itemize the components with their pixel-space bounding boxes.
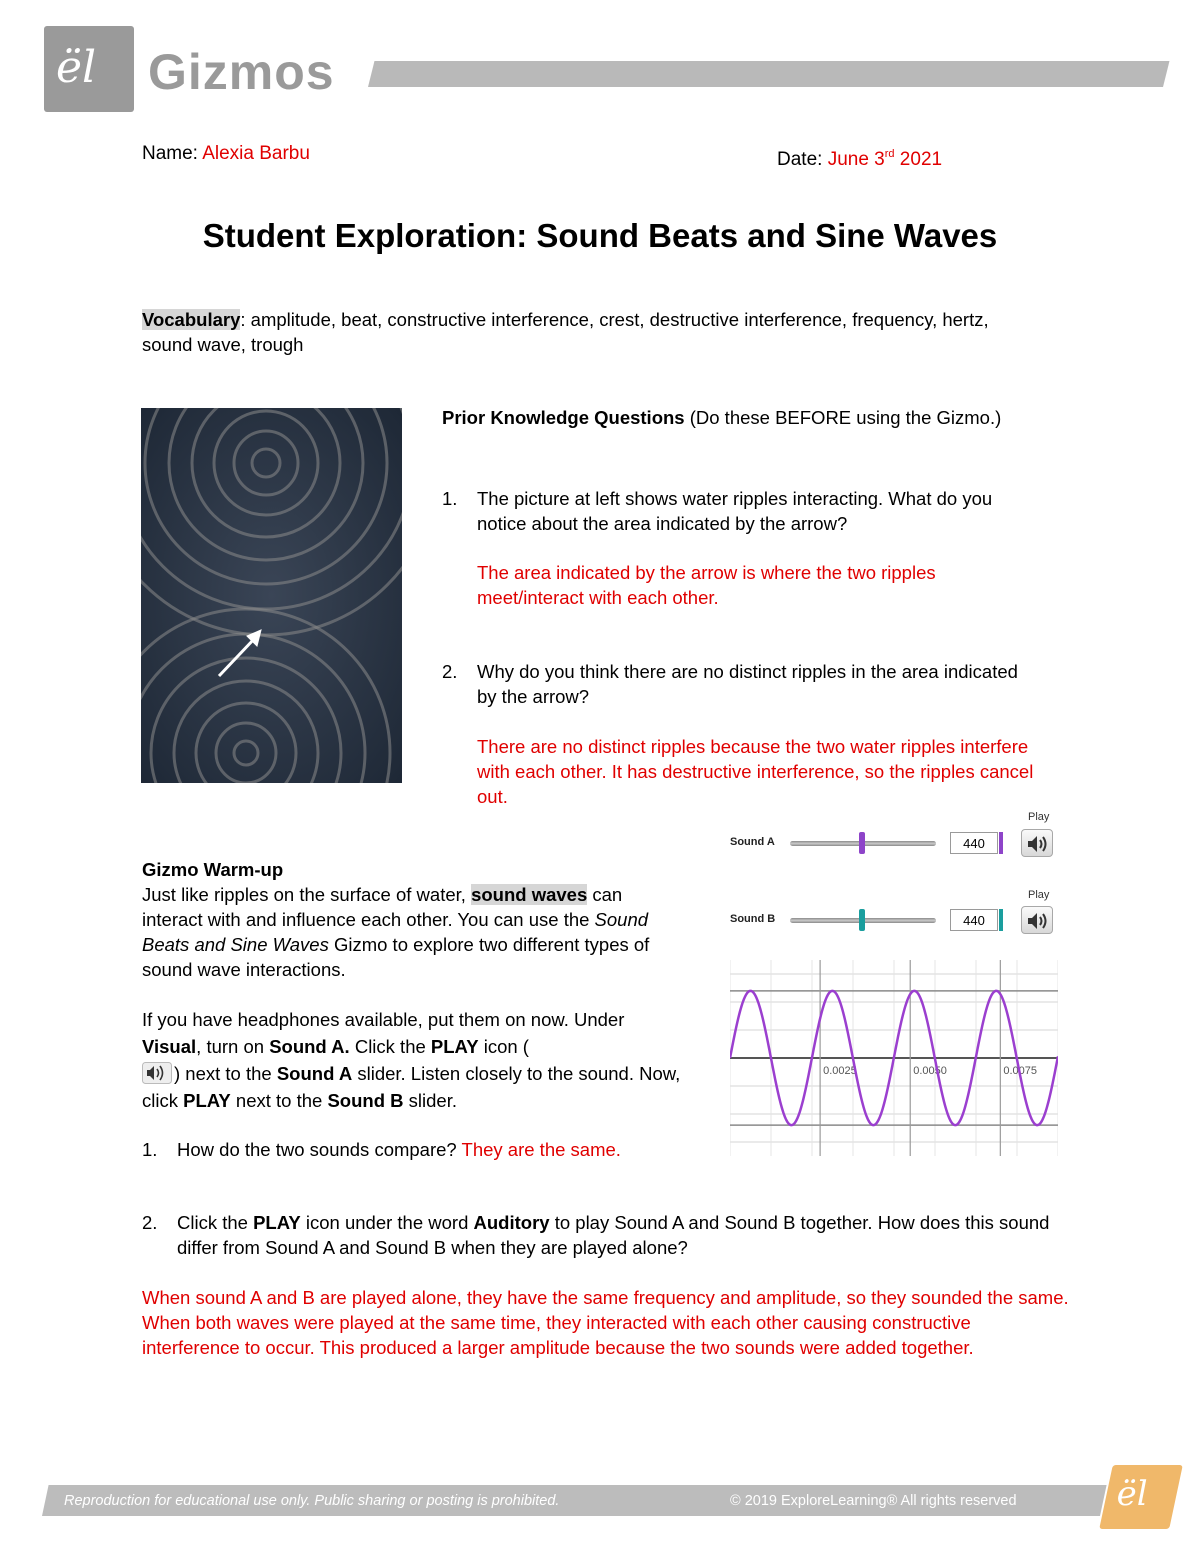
warm-up-intro: Just like ripples on the surface of water, sound waves can interact with and influence each other. You can use the Sound Beats and Sine Waves Gizmo to explore two different types of sound wave interactions. <box>142 884 650 980</box>
sound-a-color-bar <box>999 832 1003 854</box>
sound-b-value[interactable]: 440 <box>950 909 998 931</box>
prior-question-2: 2. Why do you think there are no distinct ripples in the area indicated by the arrow? <box>442 661 1018 707</box>
brand-name: Gizmos <box>148 44 335 100</box>
play-icon-inline <box>142 1062 174 1086</box>
sound-b-label: Sound B <box>730 913 776 925</box>
logo-mark: ël <box>56 42 97 93</box>
header-bar <box>368 61 1169 87</box>
sound-b-play-button[interactable] <box>1021 906 1053 934</box>
speaker-icon <box>1027 834 1049 854</box>
water-ripples-image <box>141 408 402 783</box>
warm-up-answer-2: When sound A and B are played alone, they have the same frequency and amplitude, so they sounded the same. When both waves were played at the same time, they interacted with each other causing constructive interference to occur. This produced a larger amplitude because the two sounds were added together. <box>142 1287 1069 1358</box>
warm-up-heading: Gizmo Warm-up <box>142 859 284 880</box>
date-line <box>777 141 942 173</box>
sound-a-play-button[interactable] <box>1021 829 1053 857</box>
page-title: Student Exploration: Sound Beats and Sine Waves <box>202 217 998 254</box>
prior-question-1: 1. The picture at left shows water ripples interacting. What do you notice about the area indicated by the arrow? <box>442 488 993 534</box>
vocabulary-text: : amplitude, beat, constructive interference, crest, destructive interference, frequency, hertz, sound wave, trough <box>142 309 989 355</box>
date-label: Date: <box>777 149 823 170</box>
footer-copyright: © 2019 ExploreLearning® All rights reserved <box>730 1493 1017 1509</box>
name-value: Alexia Barbu <box>202 143 310 164</box>
prior-knowledge-heading: Prior Knowledge Questions (Do these BEFORE using the Gizmo.) <box>442 407 1002 428</box>
sound-a-label: Sound A <box>730 836 775 848</box>
name-label: Name: <box>142 143 198 164</box>
footer-notice: Reproduction for educational use only. Public sharing or posting is prohibited. <box>64 1493 560 1509</box>
x-tick-label: 0.0075 <box>1003 1065 1037 1077</box>
footer-logo: ël <box>1099 1465 1183 1529</box>
vocabulary <box>142 307 1042 357</box>
vocabulary-label: Vocabulary <box>142 309 241 330</box>
date-value: June 3rd 2021 <box>827 148 943 170</box>
warm-up-question-1: 1. How do the two sounds compare? They are the same. <box>142 1139 621 1160</box>
play-label-b: Play <box>1028 889 1050 901</box>
prior-answer-1: The area indicated by the arrow is where the two ripples meet/interact with each other. <box>477 562 936 608</box>
sound-b-color-bar <box>999 909 1003 931</box>
sine-wave-chart <box>730 960 1058 1156</box>
warm-up-instructions: If you have headphones available, put them on now. Under Visual, turn on Sound A. Click the PLAY icon ( ) next to the Sound A slider. Listen closely to the sound. Now, click PLAY next to the Sound B slider. <box>142 1009 681 1111</box>
speaker-icon <box>1027 911 1049 931</box>
play-label-a: Play <box>1028 811 1050 823</box>
sound-a-slider-thumb[interactable] <box>859 832 865 854</box>
sound-a-value[interactable]: 440 <box>950 832 998 854</box>
warm-up-question-2: 2. Click the PLAY icon under the word Auditory to play Sound A and Sound B together. How does this sound differ from Sound A and Sound B when they are played alone? <box>142 1212 1050 1258</box>
prior-answer-2: There are no distinct ripples because the two water ripples interfere with each other. It has destructive interference, so the ripples cancel out. <box>477 736 1034 807</box>
x-tick-label: 0.0025 <box>823 1065 857 1077</box>
x-tick-label: 0.0050 <box>913 1065 947 1077</box>
name-line <box>142 141 310 167</box>
gizmos-logo <box>44 26 134 112</box>
sound-b-slider-thumb[interactable] <box>859 909 865 931</box>
